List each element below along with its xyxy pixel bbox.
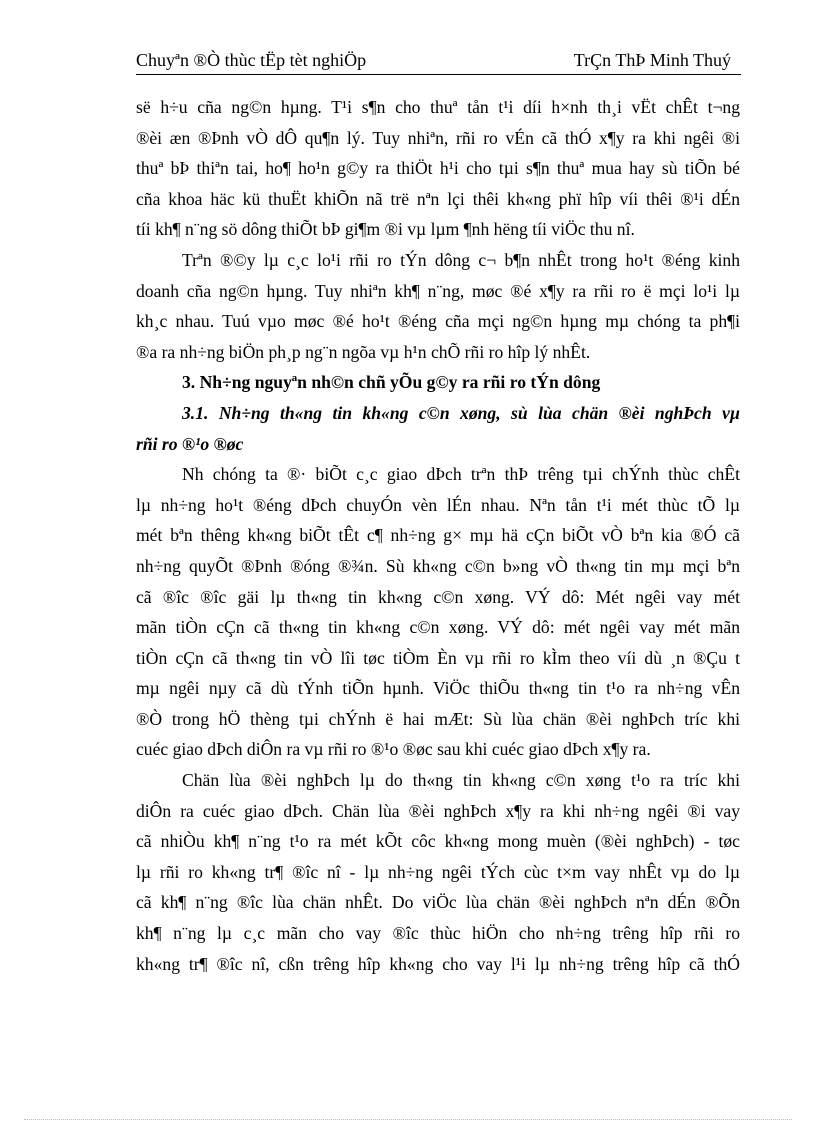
paragraph — [136, 92, 740, 245]
text-line: kh¶ n¨ng lµ c¸c mãn cho vay ®îc thùc hiÖn cho nh÷ng trêng hîp rñi ro — [136, 923, 740, 944]
text-line: së h÷u cña ng©n hµng. T¹i s¶n cho thuª tån t¹i díi h×nh th¸i vËt chÊt t¬ng — [136, 97, 740, 117]
page-bottom-divider — [24, 1119, 792, 1120]
section-heading: 3. Nh÷ng nguyªn nh©n chñ yÕu g©y ra rñi ro tÝn dông — [182, 372, 601, 393]
paragraph — [136, 245, 740, 367]
text-line: lµ nh÷ng ho¹t ®éng dÞch chuyÓn vèn lÉn nhau. Nªn tån t¹i mét thùc tÕ lµ — [136, 494, 740, 515]
text-line: thuª bÞ thiªn tai, ho¶ ho¹n g©y ra thiÖt h¹i cho tµi s¶n thuª mua hay sù tiÕn bé — [136, 158, 740, 179]
paragraph — [136, 459, 740, 765]
text-line: mãn tiÒn cÇn cã th«ng tin kh«ng c©n xøng. VÝ dô: mét ngêi vay mét mãn — [136, 617, 740, 638]
document-body — [136, 92, 740, 979]
text-line: ®Ò trong hÖ thèng tµi chÝnh ë hai mÆt: Sù lùa chän ®èi nghÞch tríc khi — [136, 708, 740, 729]
text-line: doanh cña ng©n hµng. Tuy nhiªn kh¶ n¨ng, møc ®é x¶y ra rñi ro ë mçi lo¹i lµ — [136, 280, 740, 301]
text-line: tiÒn cÇn cã th«ng tin vÒ lîi tøc tiÒm Èn vµ rñi ro kÌm theo víi dù ¸n ®Çu t — [136, 647, 740, 668]
text-line: tíi kh¶ n¨ng sö dông thiÕt bÞ gi¶m ®i vµ lµm ¶nh hëng tíi viÖc thu nî. — [136, 219, 635, 240]
text-line: diÔn ra cuéc giao dÞch. Chän lùa ®èi nghÞch x¶y ra khi nh÷ng ngêi ®i vay — [136, 800, 740, 821]
header-author-name: TrÇn ThÞ Minh Thuý — [573, 50, 731, 70]
text-line: lµ rñi ro kh«ng tr¶ ®îc nî - lµ nh÷ng ngêi tÝch cùc t×m vay nhÊt vµ do lµ — [136, 861, 740, 882]
page-header — [136, 48, 741, 75]
text-line: cã ®îc ®îc gäi lµ th«ng tin kh«ng c©n xøng. VÝ dô: Mét ngêi vay mét — [136, 586, 740, 607]
text-line: cuéc giao dÞch diÔn ra vµ rñi ro ®¹o ®øc sau khi cuéc giao dÞch x¶y ra. — [136, 739, 651, 760]
text-line: nh÷ng quyÕt ®Þnh ®óng ®¾n. Sù kh«ng c©n b»ng vÒ th«ng tin mµ mçi bªn — [136, 555, 740, 576]
text-line: ®èi æn ®Þnh vÒ dÔ qu¶n lý. Tuy nhiªn, rñi ro vÉn cã thÓ x¶y ra khi ngêi ®i — [136, 127, 740, 148]
text-line: Trªn ®©y lµ c¸c lo¹i rñi ro tÝn dông c¬ b¶n nhÊt trong ho¹t ®éng kinh — [182, 249, 740, 270]
paragraph — [136, 765, 740, 979]
text-line: cã nhiÒu kh¶ n¨ng t¹o ra mét kÕt côc kh«ng mong muèn (®èi nghÞch) - tøc — [136, 831, 740, 852]
text-line: mµ ngêi nµy cã dù tÝnh tiÕn hµnh. ViÖc thiÕu th«ng tin t¹o ra nh÷ng vÊn — [136, 678, 740, 699]
text-line: Chän lùa ®èi nghÞch lµ do th«ng tin kh«ng c©n xøng t¹o ra tríc khi — [182, 770, 740, 791]
text-line: rñi ro ®¹o ®øc — [136, 433, 244, 454]
header-thesis-title: Chuyªn ®Ò thùc tËp tèt nghiÖp — [136, 50, 367, 70]
text-line: cña khoa häc kü thuËt khiÕn nã trë nªn lçi thêi kh«ng phï hîp víi thêi ®¹i dÉn — [136, 188, 740, 209]
text-line: cã kh¶ n¨ng ®îc lùa chän nhÊt. Do viÖc lùa chän ®èi nghÞch nªn dÉn ®Õn — [136, 892, 740, 913]
text-line: kh«ng tr¶ ®îc nî, cßn trêng hîp kh«ng cho vay l¹i lµ nh÷ng trêng hîp cã thÓ — [136, 953, 740, 974]
text-line: ®a ra nh÷ng biÖn ph¸p ng¨n ngõa vµ h¹n chÕ rñi ro hîp lý nhÊt. — [136, 341, 591, 362]
text-line: mét bªn thêng kh«ng biÕt tÊt c¶ nh÷ng g× mµ hä cÇn biÕt vÒ bªn kia ®Ó cã — [136, 525, 740, 546]
text-line: 3.1. Nh÷ng th«ng tin kh«ng c©n xøng, sù lùa chän ®èi nghÞch vµ — [182, 402, 740, 423]
subsection-heading — [136, 398, 740, 459]
text-line: Nh chóng ta ®· biÕt c¸c giao dÞch trªn thÞ trêng tµi chÝnh thùc chÊt — [182, 464, 740, 485]
text-line: kh¸c nhau. Tuú vµo møc ®é ho¹t ®éng cña mçi ng©n hµng mµ chóng ta ph¶i — [136, 311, 740, 332]
